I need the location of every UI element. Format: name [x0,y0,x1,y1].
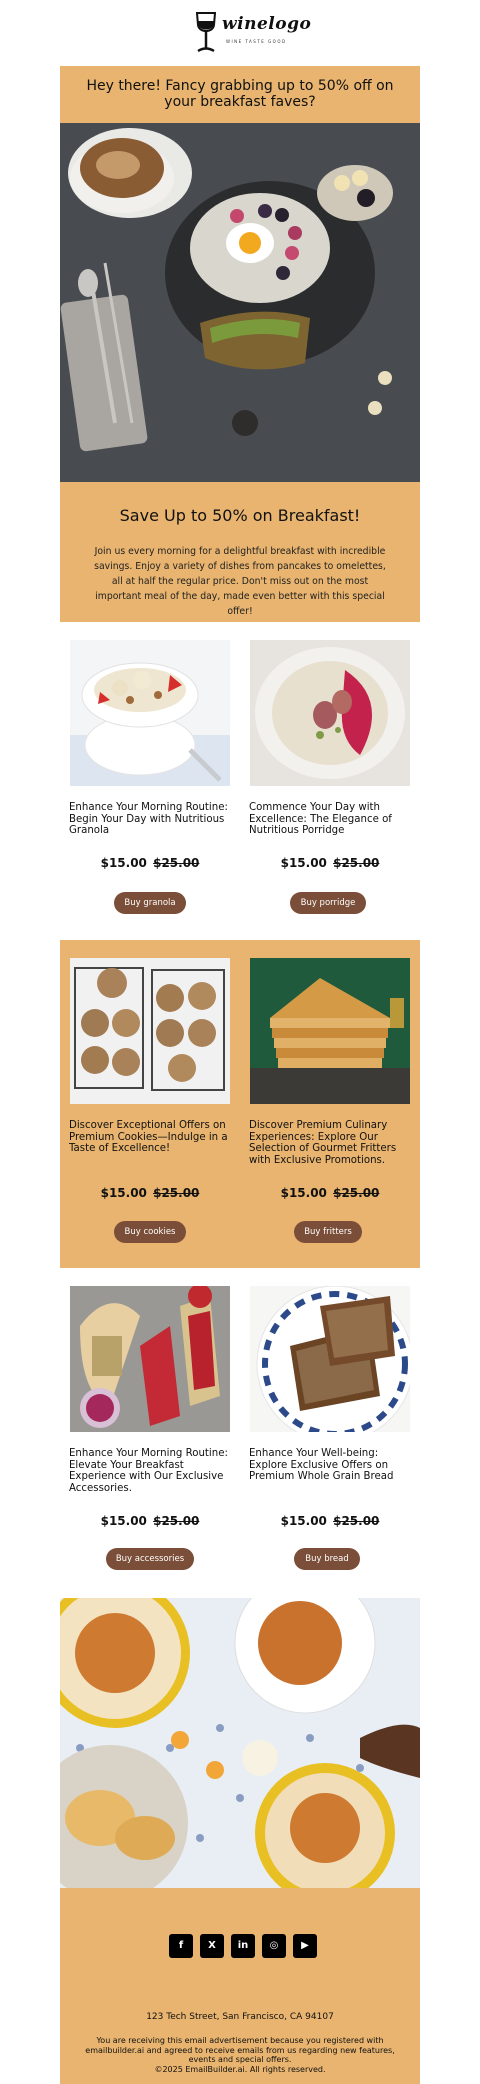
old-price: $25.00 [333,1514,380,1528]
hero-headline: Hey there! Fancy grabbing up to 50% off on your breakfast faves? [86,78,394,110]
header-logo[interactable] [0,0,480,66]
old-price: $25.00 [153,1514,200,1528]
product-title: Discover Exceptional Offers on Premium Cookies—Indulge in a Taste of Excellence! [69,1120,228,1154]
bread-image [250,1286,410,1432]
footer-copyright: ©2025 EmailBuilder.ai. All rights reserved. [154,2064,326,2074]
old-price: $25.00 [333,856,380,870]
linkedin-icon[interactable]: in [231,1934,255,1958]
product-price [60,856,240,870]
product-price [60,1514,240,1528]
promo-block [60,482,420,622]
footer-address: 123 Tech Street, San Francisco, CA 94107 [146,2012,334,2022]
product-price [240,1186,420,1200]
youtube-icon[interactable]: ▶ [293,1934,317,1958]
product-section-1 [60,640,420,930]
current-price: $15.00 [280,1514,327,1528]
cookies-image [70,958,230,1104]
product-price [60,1186,240,1200]
product-title: Enhance Your Well-being: Explore Exclusive Offers on Premium Whole Grain Bread [249,1448,394,1482]
current-price: $15.00 [100,1186,147,1200]
current-price: $15.00 [100,1514,147,1528]
hero-breakfast-image [60,123,420,482]
promo-title: Save Up to 50% on Breakfast! [119,506,361,525]
facebook-icon[interactable]: f [169,1934,193,1958]
fritters-image [250,958,410,1104]
granola-image [70,640,230,786]
product-title: Enhance Your Morning Routine: Elevate Your Breakfast Experience with Our Exclusive Accessories. [69,1448,228,1494]
footer-legal [84,2036,396,2074]
hero-headline-block [60,66,420,123]
wine-glass-icon [194,11,218,55]
logo-text: winelogo [222,14,312,34]
product-title: Enhance Your Morning Routine: Begin Your Day with Nutritious Granola [69,802,228,836]
footer-meals-image [60,1598,420,1888]
current-price: $15.00 [280,1186,327,1200]
product-price [240,1514,420,1528]
old-price: $25.00 [153,1186,200,1200]
buy-fritters-button[interactable]: Buy fritters [294,1221,362,1243]
accessories-image [70,1286,230,1432]
buy-cookies-button[interactable]: Buy cookies [114,1221,186,1243]
instagram-icon[interactable]: ◎ [262,1934,286,1958]
current-price: $15.00 [100,856,147,870]
x-icon[interactable]: X [200,1934,224,1958]
footer-legal-text: You are receiving this email advertisement because you registered with emailbuilder.ai and agreed to receive emails from us regarding new features, events and special offers. [85,2036,395,2064]
buy-accessories-button[interactable]: Buy accessories [106,1548,194,1570]
footer [60,1888,420,2084]
buy-porridge-button[interactable]: Buy porridge [290,892,366,914]
old-price: $25.00 [153,856,200,870]
promo-description: Join us every morning for a delightful breakfast with incredible savings. Enjoy a variety of dishes from pancakes to omelettes, all at half the regular price. Don't miss out on the most important meal of the day, made even better with this special offer! [94,546,386,617]
buy-granola-button[interactable]: Buy granola [114,892,186,914]
buy-bread-button[interactable]: Buy bread [294,1548,360,1570]
porridge-image [250,640,410,786]
product-title: Discover Premium Culinary Experiences: Explore Our Selection of Gourmet Fritters with Exclusive Promotions. [249,1120,397,1166]
current-price: $15.00 [280,856,327,870]
product-price [240,856,420,870]
product-section-2 [60,940,420,1268]
logo-tagline: WINE TASTE GOOD [226,39,287,44]
product-section-3 [60,1286,420,1586]
old-price: $25.00 [333,1186,380,1200]
product-title: Commence Your Day with Excellence: The Elegance of Nutritious Porridge [249,802,392,836]
social-links [169,1934,317,1958]
